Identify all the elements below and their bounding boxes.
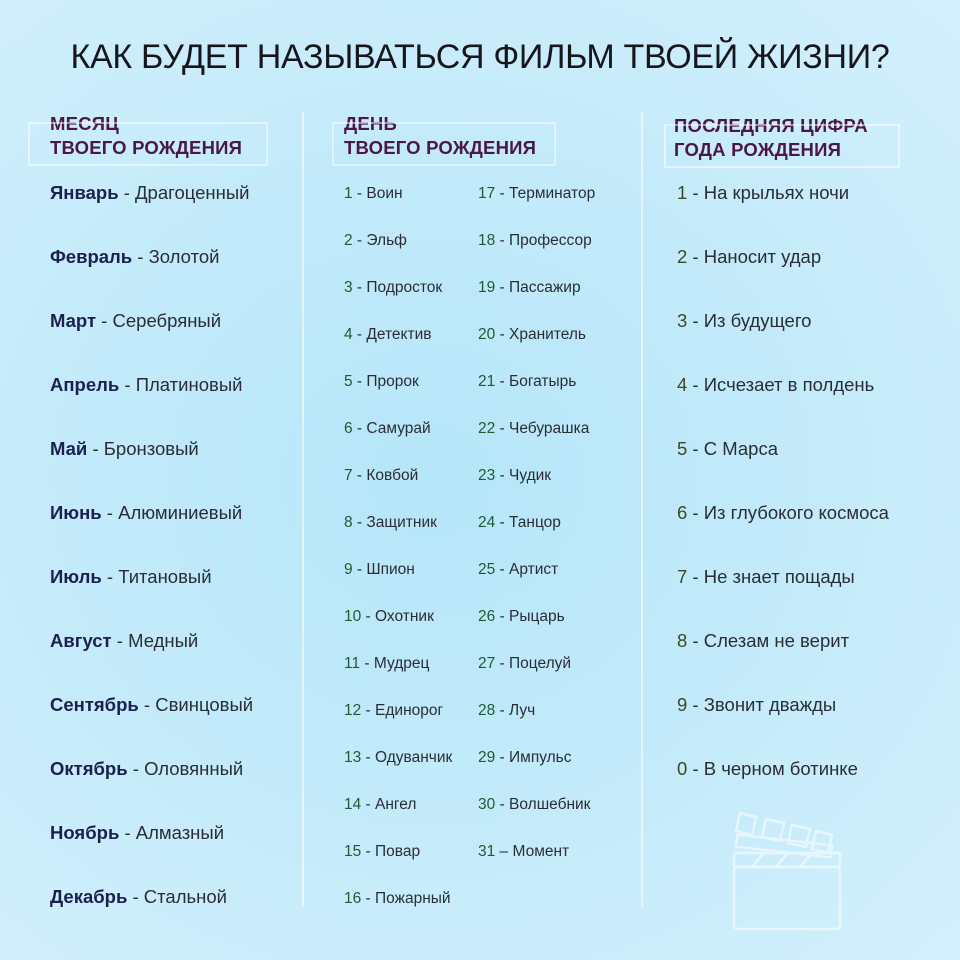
item-number: 1: [677, 182, 688, 203]
item-title: Платиновый: [135, 374, 243, 395]
day-list-item: [344, 796, 416, 814]
separator: -: [352, 279, 367, 296]
year-list-item: [677, 630, 849, 652]
separator: -: [495, 655, 510, 672]
item-title: Мудрец: [373, 655, 430, 672]
separator: -: [96, 310, 113, 331]
separator: -: [687, 374, 704, 395]
item-title: Одуванчик: [375, 749, 453, 766]
day-list-item: [478, 843, 569, 861]
item-title: Профессор: [509, 232, 592, 249]
month-name: Сентябрь: [50, 694, 139, 715]
item-title: Оловянный: [144, 758, 244, 779]
separator: -: [361, 749, 376, 766]
column-divider-right: [641, 112, 643, 907]
month-name: Январь: [50, 182, 119, 203]
item-title: Шпион: [366, 561, 415, 578]
month-list-item: [50, 182, 250, 204]
month-name: Март: [50, 310, 97, 331]
item-number: 5: [344, 373, 353, 390]
item-title: Исчезает в полдень: [703, 374, 875, 395]
separator: –: [495, 843, 513, 860]
year-list-item: [677, 758, 858, 780]
month-list-item: [50, 374, 242, 396]
item-number: 7: [677, 566, 688, 587]
item-number: 11: [344, 655, 361, 672]
separator: -: [687, 694, 704, 715]
item-title: Ангел: [375, 796, 417, 813]
item-title: Чебурашка: [509, 420, 590, 437]
separator: -: [361, 702, 376, 719]
month-column-header: [50, 112, 242, 160]
month-name: Август: [50, 630, 112, 651]
month-list-item: [50, 246, 219, 268]
item-number: 28: [478, 702, 496, 719]
day-list-item: [478, 796, 590, 814]
item-title: Воин: [366, 185, 403, 202]
item-number: 8: [677, 630, 688, 651]
item-title: Подросток: [366, 279, 443, 296]
item-number: 2: [677, 246, 688, 267]
item-number: 20: [478, 326, 496, 343]
item-number: 4: [677, 374, 688, 395]
item-number: 18: [478, 232, 496, 249]
day-list-item: [478, 232, 592, 250]
item-title: Свинцовый: [155, 694, 254, 715]
header-line-2: ТВОЕГО РОЖДЕНИЯ: [344, 137, 537, 158]
item-number: 9: [677, 694, 688, 715]
separator: -: [495, 608, 510, 625]
year-list-item: [677, 246, 821, 268]
item-number: 24: [478, 514, 496, 531]
month-list-item: [50, 502, 242, 524]
item-title: Титановый: [118, 566, 212, 587]
day-list-item: [478, 514, 561, 532]
day-list-item: [478, 467, 551, 485]
separator: -: [352, 467, 367, 484]
item-number: 12: [344, 702, 362, 719]
header-line-2: ГОДА РОЖДЕНИЯ: [674, 139, 842, 160]
day-list-item: [344, 185, 403, 203]
day-list-item: [478, 373, 576, 391]
separator: -: [127, 886, 144, 907]
separator: -: [352, 373, 367, 390]
item-title: Стальной: [143, 886, 227, 907]
item-title: Поцелуй: [509, 655, 572, 672]
separator: -: [687, 758, 704, 779]
day-list-item: [478, 326, 586, 344]
month-list-item: [50, 630, 198, 652]
year-list-item: [677, 438, 778, 460]
item-title: Рыцарь: [509, 608, 565, 625]
item-number: 14: [344, 796, 362, 813]
item-number: 29: [478, 749, 496, 766]
separator: -: [119, 374, 136, 395]
item-number: 3: [344, 279, 353, 296]
item-number: 21: [478, 373, 496, 390]
month-name: Октябрь: [50, 758, 128, 779]
clapperboard-icon: [728, 805, 848, 935]
item-number: 23: [478, 467, 496, 484]
separator: -: [101, 502, 119, 523]
separator: -: [138, 694, 156, 715]
item-title: Из будущего: [703, 310, 812, 331]
item-title: Наносит удар: [703, 246, 822, 267]
day-list-item: [478, 702, 535, 720]
item-number: 5: [677, 438, 688, 459]
year-list-item: [677, 374, 874, 396]
item-number: 15: [344, 843, 362, 860]
header-line-1: ПОСЛЕДНЯЯ ЦИФРА: [674, 115, 868, 136]
year-list-item: [677, 502, 889, 524]
separator: -: [352, 232, 367, 249]
item-title: Самурай: [366, 420, 431, 437]
separator: -: [87, 438, 104, 459]
separator: -: [495, 702, 510, 719]
day-list-item: [344, 279, 442, 297]
item-title: Эльф: [366, 232, 407, 249]
year-list-item: [677, 694, 836, 716]
item-title: Волшебник: [509, 796, 591, 813]
item-title: Защитник: [366, 514, 437, 531]
item-number: 19: [478, 279, 496, 296]
separator: -: [360, 655, 374, 672]
month-name: Ноябрь: [50, 822, 120, 843]
item-title: Детектив: [366, 326, 432, 343]
separator: -: [361, 608, 376, 625]
separator: -: [495, 232, 510, 249]
day-column-header: [344, 112, 536, 160]
separator: -: [687, 310, 704, 331]
page-title: КАК БУДЕТ НАЗЫВАТЬСЯ ФИЛЬМ ТВОЕЙ ЖИЗНИ?: [70, 38, 890, 76]
separator: -: [119, 822, 136, 843]
day-list-item: [344, 702, 443, 720]
item-title: На крыльях ночи: [703, 182, 850, 203]
item-title: Чудик: [509, 467, 552, 484]
month-list-item: [50, 310, 221, 332]
item-number: 8: [344, 514, 353, 531]
item-title: Пророк: [366, 373, 419, 390]
separator: -: [118, 182, 136, 203]
month-list-item: [50, 886, 227, 908]
separator: -: [352, 326, 367, 343]
month-list-item: [50, 822, 224, 844]
day-list-item: [344, 890, 451, 908]
separator: -: [352, 185, 367, 202]
item-title: Бронзовый: [103, 438, 199, 459]
year-column-header: [674, 114, 868, 162]
item-title: Артист: [509, 561, 559, 578]
day-list-item: [344, 843, 420, 861]
item-number: 16: [344, 890, 362, 907]
separator: -: [687, 630, 704, 651]
day-list-item: [344, 420, 431, 438]
month-list-item: [50, 694, 253, 716]
month-list-item: [50, 438, 199, 460]
item-number: 25: [478, 561, 496, 578]
item-title: Алмазный: [135, 822, 225, 843]
item-number: 17: [478, 185, 496, 202]
item-number: 27: [478, 655, 496, 672]
day-list-item: [344, 467, 418, 485]
month-name: Июнь: [50, 502, 102, 523]
item-title: Импульс: [509, 749, 572, 766]
item-number: 10: [344, 608, 362, 625]
column-divider-left: [302, 112, 304, 907]
month-list-item: [50, 758, 243, 780]
day-list-item: [478, 420, 589, 438]
item-number: 7: [344, 467, 353, 484]
separator: -: [352, 514, 367, 531]
separator: -: [687, 566, 704, 587]
month-name: Февраль: [50, 246, 133, 267]
item-title: Пассажир: [509, 279, 581, 296]
separator: -: [101, 566, 119, 587]
separator: -: [352, 561, 367, 578]
header-line-1: ДЕНЬ: [344, 113, 397, 134]
month-name: Апрель: [50, 374, 120, 395]
item-number: 2: [344, 232, 353, 249]
item-title: Луч: [509, 702, 536, 719]
day-list-item: [344, 561, 415, 579]
year-list-item: [677, 182, 849, 204]
month-list-item: [50, 566, 212, 588]
day-list-item: [344, 326, 432, 344]
month-name: Май: [50, 438, 88, 459]
item-title: Ковбой: [366, 467, 419, 484]
separator: -: [495, 749, 510, 766]
item-title: Единорог: [375, 702, 444, 719]
separator: -: [495, 420, 510, 437]
item-title: Охотник: [375, 608, 434, 625]
item-title: Хранитель: [509, 326, 586, 343]
separator: -: [495, 373, 510, 390]
day-list-item: [478, 608, 565, 626]
item-title: Медный: [128, 630, 199, 651]
item-title: Не знает пощады: [703, 566, 855, 587]
year-list-item: [677, 310, 811, 332]
day-list-item: [478, 561, 558, 579]
separator: -: [361, 843, 376, 860]
item-title: Слезам не верит: [703, 630, 850, 651]
item-title: Танцор: [509, 514, 561, 531]
item-number: 31: [478, 843, 496, 860]
day-list-item: [344, 514, 437, 532]
month-name: Июль: [50, 566, 102, 587]
item-number: 13: [344, 749, 362, 766]
item-number: 26: [478, 608, 496, 625]
separator: -: [495, 514, 510, 531]
separator: -: [495, 796, 510, 813]
item-title: Золотой: [148, 246, 220, 267]
item-title: Серебряный: [112, 310, 222, 331]
separator: -: [687, 246, 704, 267]
item-title: В черном ботинке: [703, 758, 858, 779]
day-list-item: [344, 655, 429, 673]
day-list-item: [344, 608, 434, 626]
item-title: Драгоценный: [135, 182, 250, 203]
item-title: Из глубокого космоса: [703, 502, 889, 523]
separator: -: [495, 467, 510, 484]
item-title: Богатырь: [509, 373, 577, 390]
item-number: 1: [344, 185, 353, 202]
item-title: Терминатор: [509, 185, 596, 202]
item-title: Повар: [375, 843, 421, 860]
month-name: Декабрь: [50, 886, 128, 907]
separator: -: [687, 438, 704, 459]
separator: -: [127, 758, 145, 779]
separator: -: [495, 185, 510, 202]
header-line-1: МЕСЯЦ: [50, 113, 119, 134]
day-list-item: [344, 232, 407, 250]
year-list-item: [677, 566, 855, 588]
item-number: 3: [677, 310, 688, 331]
day-list-item: [478, 185, 595, 203]
day-list-item: [344, 373, 419, 391]
separator: -: [361, 890, 376, 907]
separator: -: [495, 561, 510, 578]
day-list-item: [344, 749, 452, 767]
item-title: Алюминиевый: [118, 502, 243, 523]
item-number: 6: [344, 420, 353, 437]
separator: -: [111, 630, 129, 651]
item-number: 4: [344, 326, 353, 343]
item-number: 6: [677, 502, 688, 523]
separator: -: [495, 326, 510, 343]
item-number: 9: [344, 561, 353, 578]
separator: -: [687, 502, 704, 523]
day-list-item: [478, 279, 581, 297]
separator: -: [687, 182, 704, 203]
separator: -: [352, 420, 367, 437]
item-title: Момент: [512, 843, 570, 860]
item-title: Пожарный: [375, 890, 451, 907]
item-number: 22: [478, 420, 496, 437]
day-list-item: [478, 749, 572, 767]
separator: -: [361, 796, 376, 813]
item-number: 30: [478, 796, 496, 813]
item-title: С Марса: [703, 438, 778, 459]
day-list-item: [478, 655, 571, 673]
separator: -: [495, 279, 510, 296]
header-line-2: ТВОЕГО РОЖДЕНИЯ: [50, 137, 243, 158]
separator: -: [132, 246, 149, 267]
item-number: 0: [677, 758, 688, 779]
item-title: Звонит дважды: [703, 694, 837, 715]
